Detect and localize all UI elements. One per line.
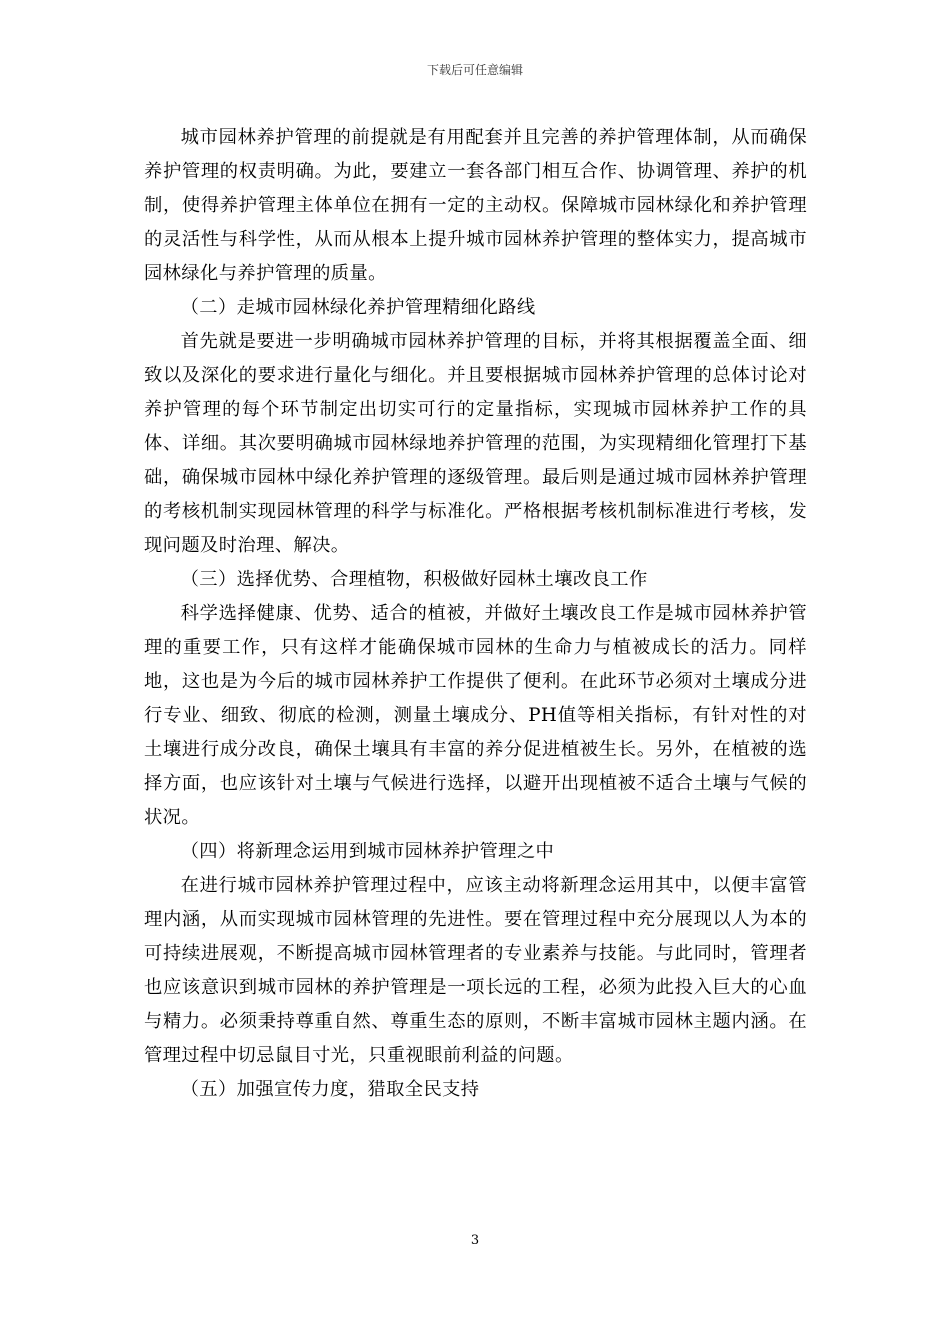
page-header: 下载后可任意编辑 <box>426 63 523 77</box>
paragraph-plants-soil: 科学选择健康、优势、适合的植被，并做好土壤改良工作是城市园林养护管理的重要工作，只有这样才能确保城市园林的生命力与植被成长的活力。同样地，这也是为今后的城市园林养护工作提供了便利。在此环节必须对土壤成分进行专业、细致、彻底的检测，测量土壤成分、PH值等相关指标，有针对性的对土壤进行成分改良，确保土壤具有丰富的养分促进植被生长。另外，在植被的选择方面，也应该针对土壤与气候进行选择，以避开出现植被不适合土壤与气候的状况。 <box>144 603 807 828</box>
section-heading-new-concepts: （四）将新理念运用到城市园林养护管理之中 <box>180 841 555 862</box>
page-number: 3 <box>470 1233 480 1248</box>
paragraph-management-system: 城市园林养护管理的前提就是有用配套并且完善的养护管理体制，从而确保养护管理的权责明确。为此，要建立一套各部门相互合作、协调管理、养护的机制，使得养护管理主体单位在拥有一定的主动权。保障城市园林绿化和养护管理的灵活性与科学性，从而从根本上提升城市园林养护管理的整体实力，提高城市园林绿化与养护管理的质量。 <box>144 127 807 284</box>
document-body <box>144 121 807 1107</box>
section-heading-plants-soil: （三）选择优势、合理植物，积极做好园林土壤改良工作 <box>180 569 648 590</box>
paragraph-refinement: 首先就是要进一步明确城市园林养护管理的目标，并将其根据覆盖全面、细致以及深化的要求进行量化与细化。并且要根据城市园林养护管理的总体讨论对养护管理的每个环节制定出切实可行的定量指标，实现城市园林养护工作的具体、详细。其次要明确城市园林绿地养护管理的范围，为实现精细化管理打下基础，确保城市园林中绿化养护管理的逐级管理。最后则是通过城市园林养护管理的考核机制实现园林管理的科学与标准化。严格根据考核机制标准进行考核，发现问题及时治理、解决。 <box>144 331 807 556</box>
section-heading-refinement: （二）走城市园林绿化养护管理精细化路线 <box>180 297 536 318</box>
section-heading-publicity: （五）加强宣传力度，猎取全民支持 <box>180 1079 480 1100</box>
paragraph-new-concepts: 在进行城市园林养护管理过程中，应该主动将新理念运用其中，以便丰富管理内涵，从而实现城市园林管理的先进性。要在管理过程中充分展现以人为本的可持续进展观，不断提高城市园林管理者的专业素养与技能。与此同时，管理者也应该意识到城市园林的养护管理是一项长远的工程，必须为此投入巨大的心血与精力。必须秉持尊重自然、尊重生态的原则，不断丰富城市园林主题内涵。在管理过程中切忌鼠目寸光，只重视眼前利益的问题。 <box>144 875 807 1066</box>
